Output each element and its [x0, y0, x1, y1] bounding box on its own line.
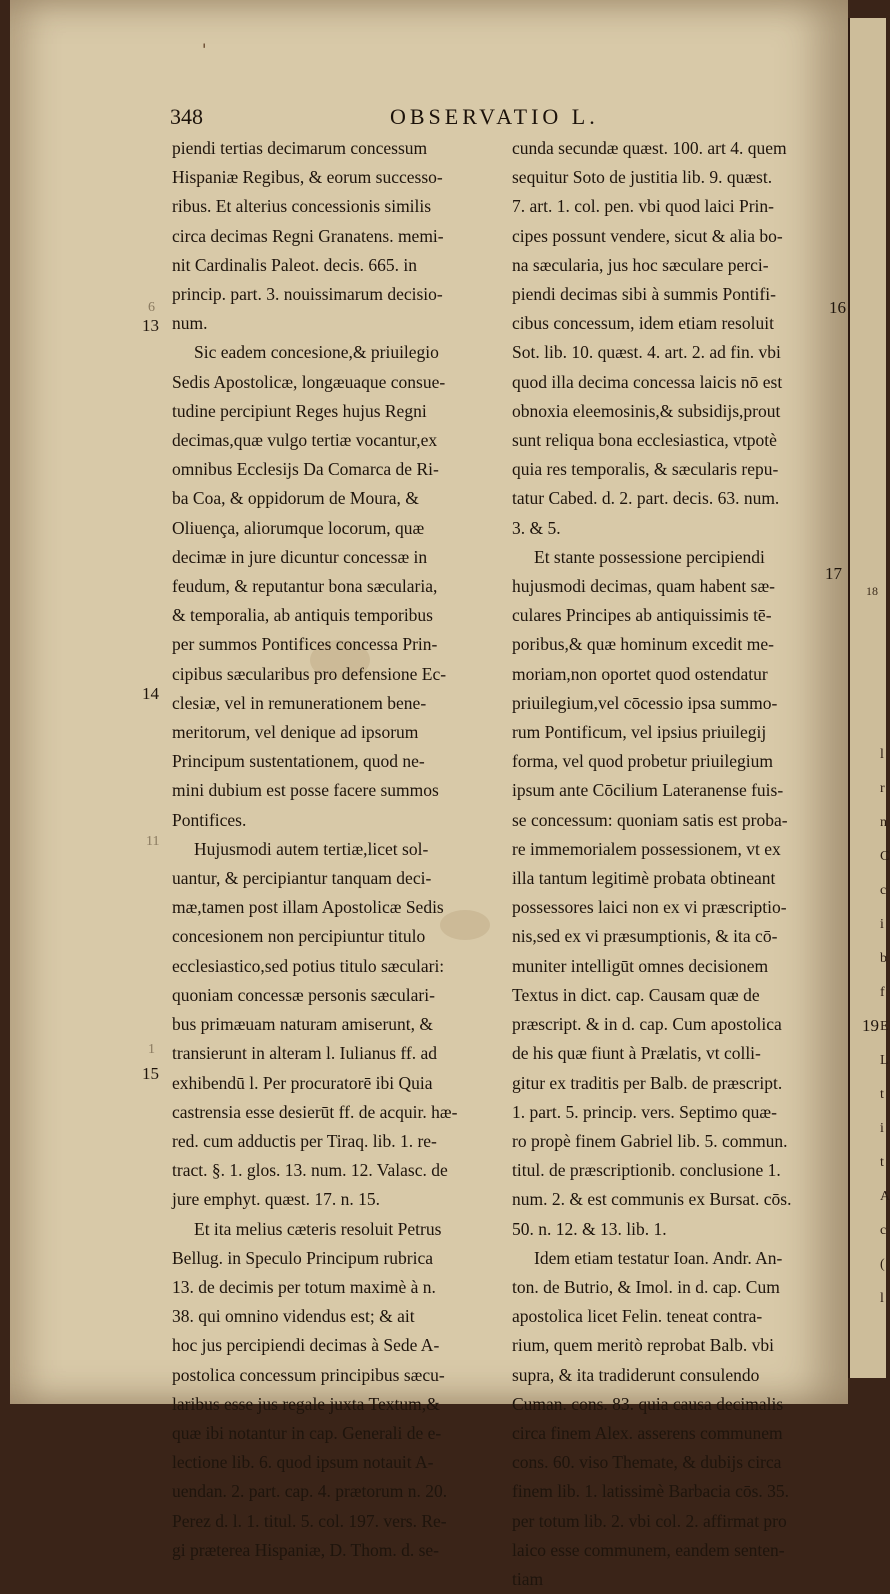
ink-mark: ' — [202, 40, 207, 59]
text-line: se concessum: quoniam satis est proba- — [512, 809, 788, 830]
facing-letter: i — [880, 917, 884, 932]
text-line: Principum sustentationem, quod ne- — [172, 751, 425, 772]
text-line: 38. qui omnino videndus est; & ait — [172, 1306, 415, 1327]
text-line: poribus,& quæ hominum excedit me- — [512, 634, 774, 655]
text-line: cunda secundæ quæst. 100. art 4. quem — [512, 138, 787, 158]
text-line: castrensia esse desierūt ff. de acquir. hæ- — [172, 1101, 458, 1122]
text-line: bus primæuam naturam amiserunt, & — [172, 1014, 433, 1035]
text-line: titul. de præscriptionib. conclusione 1. — [512, 1160, 781, 1181]
text-line: piendi decimas sibi à summis Pontifi- — [512, 284, 776, 305]
text-line: uantur, & percipiantur tanquam deci- — [172, 868, 432, 889]
text-line: decimæ in jure dicuntur concessæ in — [172, 546, 428, 567]
text-line: sequitur Soto de justitia lib. 9. quæst. — [512, 167, 773, 188]
text-line: Sot. lib. 10. quæst. 4. art. 2. ad fin. vbi — [512, 342, 781, 363]
page-number: 348 — [170, 104, 203, 129]
text-line: moriam,non oportet quod ostendatur — [512, 663, 768, 684]
text-line: præscript. & in d. cap. Cum apostolica — [512, 1014, 782, 1035]
facing-text-fragments — [880, 738, 890, 1316]
margin-note-17: 17 — [825, 564, 842, 583]
facing-letter: E — [880, 1019, 889, 1034]
text-line: culares Principes ab antiquissimis tē- — [512, 605, 772, 626]
text-line: 13. de decimis per totum maximè à n. — [172, 1276, 436, 1297]
text-line: tatur Cabed. d. 2. part. decis. 63. num. — [512, 488, 780, 509]
facing-letter: c — [880, 1223, 887, 1238]
text-line: sunt reliqua bona ecclesiastica, vtpotè — [512, 430, 777, 451]
text-line: de his quæ fiunt à Prælatis, vt colli- — [512, 1043, 761, 1064]
text-line: quoniam concessæ personis sæculari- — [172, 984, 435, 1005]
text-line: Et ita melius cæteris resoluit Petrus — [194, 1218, 442, 1239]
text-line: gitur ex traditis per Balb. de præscript. — [512, 1072, 783, 1093]
margin-note-15: 15 — [142, 1064, 159, 1083]
text-line: cons. 60. viso Themate, & dubijs circa — [512, 1452, 782, 1473]
facing-letter: r — [880, 781, 885, 796]
text-line: nis,sed ex vi præsumptionis, & ita cō- — [512, 926, 778, 947]
text-line: 7. art. 1. col. pen. vbi quod laici Prin- — [512, 196, 774, 217]
facing-letter: f — [880, 985, 885, 1000]
text-line: num. — [172, 313, 208, 334]
margin-note-19: 19 — [862, 1016, 879, 1035]
facing-letter: n — [880, 815, 887, 830]
text-line: omnibus Ecclesijs Da Comarca de Ri- — [172, 459, 439, 480]
text-line: supra, & ita tradiderunt consulendo — [512, 1364, 760, 1385]
text-line: ro propè finem Gabriel lib. 5. commun. — [512, 1130, 788, 1151]
text-line: cipes possunt vendere, sicut & alia bo- — [512, 225, 783, 246]
text-line: Oliuença, aliorumque locorum, quæ — [172, 517, 425, 538]
text-line: decimas,quæ vulgo tertiæ vocantur,ex — [172, 430, 438, 451]
text-column-left — [172, 134, 494, 1565]
text-line: nit Cardinalis Paleot. decis. 665. in — [172, 254, 417, 275]
text-line: Hispaniæ Regibus, & eorum successo- — [172, 167, 443, 188]
facing-margin-number: 18 — [866, 584, 878, 598]
text-line: mæ,tamen post illam Apostolicæ Sedis — [172, 897, 444, 918]
text-line: exhibendū l. Per procuratorē ibi Quia — [172, 1072, 433, 1093]
text-line: tiam — [512, 1568, 544, 1589]
text-line: tract. §. 1. glos. 13. num. 12. Valasc. de — [172, 1160, 448, 1181]
text-line: red. cum adductis per Tiraq. lib. 1. re- — [172, 1130, 437, 1151]
facing-letter: t — [880, 1087, 884, 1102]
facing-letter: l — [880, 1291, 884, 1306]
text-line: circa decimas Regni Granatens. memi- — [172, 225, 444, 246]
text-line: piendi tertias decimarum concessum — [172, 138, 428, 158]
facing-letter: L — [880, 1053, 889, 1068]
text-line: muniter intelligūt omnes decisionem — [512, 955, 769, 976]
text-line: obnoxia eleemosinis,& subsidijs,prout — [512, 400, 781, 421]
text-line: na sæcularia, jus hoc sæculare perci- — [512, 254, 769, 275]
running-title: OBSERVATIO L. — [390, 104, 599, 129]
text-line: gi præterea Hispaniæ, D. Thom. d. se- — [172, 1539, 439, 1560]
facing-letter: ( — [880, 1257, 885, 1272]
text-line: hoc jus percipiendi decimas à Sede A- — [172, 1335, 440, 1356]
faint-margin-1: 1 — [148, 1042, 155, 1057]
text-line: forma, vel quod probetur priuilegium — [512, 751, 773, 772]
text-line: tudine percipiunt Reges hujus Regni — [172, 400, 427, 421]
text-line: concesionem non percipiuntur titulo — [172, 926, 426, 947]
text-line: cipibus sæcularibus pro defensione Ec- — [172, 663, 447, 684]
text-line: & temporalia, ab antiquis temporibus — [172, 605, 433, 626]
text-line: mini dubium est posse facere summos — [172, 780, 439, 801]
text-line: rum Pontificum, vel ipsius priuilegij — [512, 722, 767, 743]
facing-letter: A — [880, 1189, 890, 1204]
facing-letter: C — [880, 849, 890, 864]
text-line: Textus in dict. cap. Causam quæ de — [512, 984, 760, 1005]
facing-letter: b — [880, 951, 887, 966]
text-line: per summos Pontifices concessa Prin- — [172, 634, 438, 655]
text-line: cibus concessum, idem etiam resoluit — [512, 313, 774, 334]
text-line: Sic eadem concesione,& priuilegio — [194, 342, 439, 363]
text-line: clesiæ, vel in remunerationem bene- — [172, 692, 427, 713]
text-line: finem lib. 1. latissimè Barbacia cōs. 35. — [512, 1481, 790, 1502]
text-line: Pontifices. — [172, 809, 247, 830]
facing-letter: i — [880, 1121, 884, 1136]
text-line: ton. de Butrio, & Imol. in d. cap. Cum — [512, 1276, 780, 1297]
text-line: re immemorialem possessionem, vt ex — [512, 838, 781, 859]
text-line: circa finem Alex. asserens communem — [512, 1422, 783, 1443]
facing-letter: l — [880, 747, 884, 762]
text-line: postolica concessum principibus sæcu- — [172, 1364, 445, 1385]
margin-note-13: 13 — [142, 316, 159, 335]
text-line: 1. part. 5. princip. vers. Septimo quæ- — [512, 1101, 777, 1122]
text-line: Idem etiam testatur Ioan. Andr. An- — [534, 1247, 783, 1268]
text-line: Cuman. cons. 83. quia causa decimalis — [512, 1393, 784, 1414]
faint-margin-11: 11 — [146, 834, 160, 849]
text-line: ecclesiastico,sed potius titulo sæculari: — [172, 955, 445, 976]
text-line: meritorum, vel denique ad ipsorum — [172, 722, 419, 743]
text-line: Hujusmodi autem tertiæ,licet sol- — [194, 838, 429, 859]
text-line: ba Coa, & oppidorum de Moura, & — [172, 488, 419, 509]
text-line: quod illa decima concessa laicis nō est — [512, 371, 783, 392]
text-line: Bellug. in Speculo Principum rubrica — [172, 1247, 433, 1268]
text-line: apostolica licet Felin. teneat contra- — [512, 1306, 763, 1327]
text-line: 50. n. 12. & 13. lib. 1. — [512, 1218, 667, 1239]
text-line: possessores laici non ex vi præscriptio- — [512, 897, 787, 918]
text-line: laico esse communem, eandem senten- — [512, 1539, 785, 1560]
text-line: feudum, & reputantur bona sæcularia, — [172, 576, 438, 597]
margin-note-16: 16 — [829, 298, 846, 317]
text-line: laribus esse jus regale juxta Textum,& — [172, 1393, 440, 1414]
text-line: per totum lib. 2. vbi col. 2. affirmat pro — [512, 1510, 787, 1531]
facing-page-edge — [848, 18, 890, 1378]
margin-note-14: 14 — [142, 684, 159, 703]
text-line: Et stante possessione percipiendi — [534, 546, 765, 567]
text-line: ipsum ante Cōcilium Lateranense fuis- — [512, 780, 784, 801]
text-line: num. 2. & est communis ex Bursat. cōs. — [512, 1189, 792, 1210]
text-line: priuilegium,vel cōcessio ipsa summo- — [512, 692, 778, 713]
text-line: quia res temporalis, & sæcularis repu- — [512, 459, 779, 480]
text-line: illa tantum legitimè probata obtineant — [512, 868, 776, 889]
text-line: 3. & 5. — [512, 517, 561, 538]
text-line: rium, quem meritò reprobat Balb. vbi — [512, 1335, 774, 1356]
text-line: hujusmodi decimas, quam habent sæ- — [512, 576, 775, 597]
text-line: princip. part. 3. nouissimarum decisio- — [172, 284, 443, 305]
text-line: Sedis Apostolicæ, longæuaque consue- — [172, 371, 446, 392]
text-line: transierunt in alteram l. Iulianus ff. ad — [172, 1043, 438, 1064]
facing-letter: c — [880, 883, 887, 898]
text-line: jure emphyt. quæst. 17. n. 15. — [172, 1189, 381, 1210]
text-line: lectione lib. 6. quod ipsum notauit A- — [172, 1452, 434, 1473]
facing-letter: t — [880, 1155, 884, 1170]
text-line: uendan. 2. part. cap. 4. prætorum n. 20. — [172, 1481, 448, 1502]
text-line: quæ ibi notantur in cap. Generali de e- — [172, 1422, 442, 1443]
text-line: ribus. Et alterius concessionis similis — [172, 196, 432, 217]
text-column-right — [512, 134, 834, 1594]
text-line: Perez d. l. 1. titul. 5. col. 197. vers. Re- — [172, 1510, 447, 1531]
faint-margin-6: 6 — [148, 300, 155, 315]
